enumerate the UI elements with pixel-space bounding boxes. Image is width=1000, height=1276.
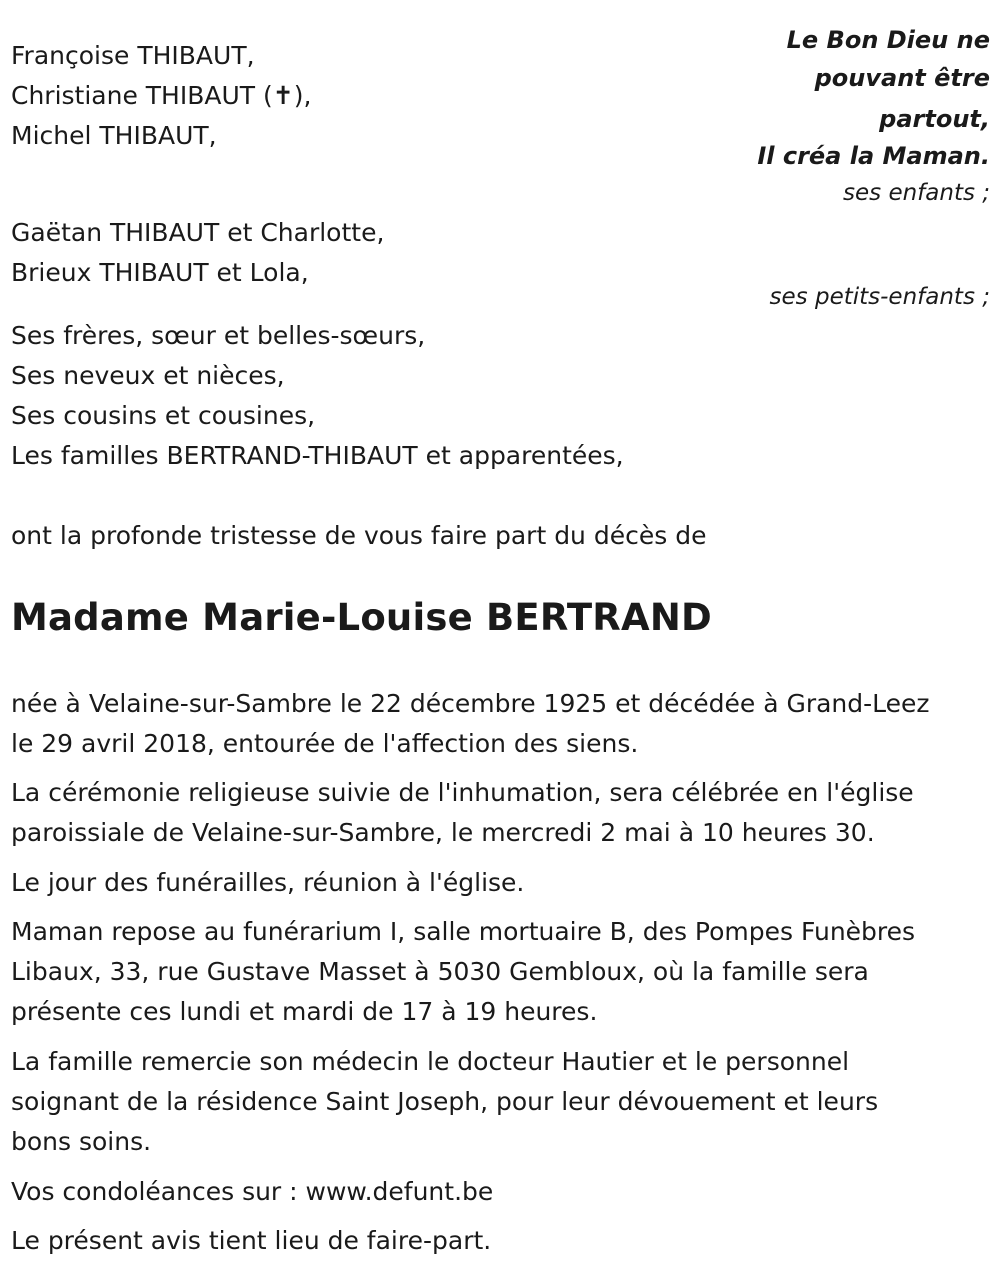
announcement-text: ont la profonde tristesse de vous faire part du décès de: [11, 521, 707, 550]
condolences-line: Vos condoléances sur : www.defunt.be: [11, 1177, 494, 1206]
detail-line: La cérémonie religieuse suivie de l'inhumation, sera célébrée en l'église: [11, 778, 914, 807]
detail-line: Le présent avis tient lieu de faire-part.: [11, 1226, 492, 1255]
detail-line: le 29 avril 2018, entourée de l'affection des siens.: [11, 729, 639, 758]
quote-line: pouvant être: [814, 64, 990, 92]
grandchild-name: Gaëtan THIBAUT et Charlotte,: [11, 218, 385, 247]
detail-line: bons soins.: [11, 1127, 152, 1156]
detail-line: présente ces lundi et mardi de 17 à 19 heures.: [11, 997, 598, 1026]
grandchildren-label: ses petits-enfants ;: [769, 284, 990, 310]
detail-line: Maman repose au funérarium I, salle mortuaire B, des Pompes Funèbres: [11, 917, 916, 946]
relatives-line: Ses frères, sœur et belles-sœurs,: [11, 321, 426, 350]
relatives-line: Les familles BERTRAND-THIBAUT et apparentées,: [11, 441, 624, 470]
quote-line: Il créa la Maman.: [757, 142, 990, 170]
detail-line: La famille remercie son médecin le docteur Hautier et le personnel: [11, 1047, 850, 1076]
grandchild-name: Brieux THIBAUT et Lola,: [11, 258, 309, 287]
child-name: Michel THIBAUT,: [11, 121, 217, 150]
child-name: Françoise THIBAUT,: [11, 41, 255, 70]
children-label: ses enfants ;: [843, 180, 990, 206]
relatives-line: Ses neveux et nièces,: [11, 361, 285, 390]
child-name: Christiane THIBAUT (✝),: [11, 81, 312, 110]
quote-line: Le Bon Dieu ne: [786, 26, 990, 54]
relatives-line: Ses cousins et cousines,: [11, 401, 316, 430]
detail-line: née à Velaine-sur-Sambre le 22 décembre 1925 et décédée à Grand-Leez: [11, 689, 930, 718]
detail-line: Libaux, 33, rue Gustave Masset à 5030 Gembloux, où la famille sera: [11, 957, 869, 986]
detail-line: Le jour des funérailles, réunion à l'église.: [11, 868, 525, 897]
deceased-name: Madame Marie-Louise BERTRAND: [11, 596, 712, 639]
detail-line: soignant de la résidence Saint Joseph, pour leur dévouement et leurs: [11, 1087, 879, 1116]
detail-line: paroissiale de Velaine-sur-Sambre, le mercredi 2 mai à 10 heures 30.: [11, 818, 875, 847]
quote-line: partout,: [879, 105, 990, 133]
